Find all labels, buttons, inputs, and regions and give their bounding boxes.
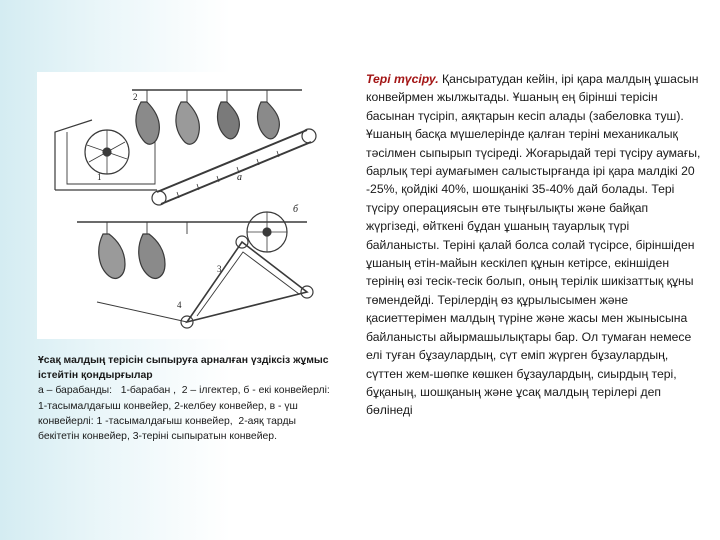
caption-body: а – барабанды: 1-барабан , 2 – ілгектер, б - екі конвейерлі: 1-тасымалдағыш конвейер, 2-келбеу конвейер, в - үш конвейерлі: 1 -тасымалдағыш конвейер, 2-аяқ тарды бекітетін конвейер, 3-теріні сыпыратын конвейер. [38, 385, 333, 443]
lower-hangers [107, 222, 187, 234]
carcass-1 [136, 102, 159, 144]
label-a: а [237, 172, 242, 183]
machinery-drawing [37, 72, 333, 339]
label-1: 1 [97, 172, 102, 182]
main-text [366, 70, 702, 420]
carcass-6 [139, 234, 165, 278]
conveyor-bottom [161, 142, 311, 204]
label-b: б [293, 204, 299, 215]
main-paragraph: Қансыратудан кейін, ірі қара малдың ұшасын конвейрмен жылжытады. Ұшаның ең бірінші терісін басынан түсіріп, аяқтарын кесіп алады (забеловка туш). Ұшаның басқа мүшелерінде қалған теріні механикалық тәсілмен сыпырып түсіреді. Жоғарыдай тері түсіру аумағы, барлық тері аумағымен салыстырғанда ірі қара малдікі 20 -25%, қойдікі 40%, шошқанікі 35-40% дай болады. Тері түсіру операциясын өте тыңғылықты және байқап жүргізеді, өйткені бұдан ұшаның тауарлық түрі байланысты. Теріні қалай болса солай түсірсе, біріншіден ұшаның етін-майын кескілеп құнын кетірсе, екіншіден терінің өзі тесік-тесік болып, оның терілік шикізаттық құны төмендейді. Терілердің өз құрылысымен және қасиеттерімен малдың түріне және жасы мен жынысына байланысты айырмашылықтары бар. Ол тумаған немесе елі туған бұзаулардың, сүт еміп жүрген бұзаулардың, сүттен жем-шөпке көшкен бұзаулардың, сиырдың тері, бұқаның, шошқаның және ұсақ малдың терілері деп бөлінеді [366, 72, 701, 418]
conveyor-pulley-1 [152, 191, 166, 205]
carcass-4 [258, 102, 280, 139]
conveyor-pulley-2 [302, 129, 316, 143]
feed-line [97, 302, 187, 322]
figure-caption [38, 353, 338, 444]
frame-inner [67, 132, 155, 184]
label-4: 4 [177, 300, 182, 310]
carcass-5 [99, 234, 125, 278]
rail-hangers [147, 90, 267, 102]
carcass-2 [176, 102, 199, 144]
drum-spokes [87, 130, 127, 174]
caption-title: Ұсақ малдың терісін сыпыруға арналған үздіксіз жұмыс істейтін қондырғылар [38, 355, 329, 382]
machinery-illustration [37, 72, 333, 339]
lead-heading: Тері түсіру. [366, 72, 439, 86]
triangle-conveyor [187, 242, 307, 322]
label-2: 2 [133, 92, 138, 102]
frame-line [55, 120, 92, 190]
carcass-3 [218, 102, 240, 139]
conveyor-top [157, 130, 307, 192]
label-3: 3 [217, 264, 222, 274]
